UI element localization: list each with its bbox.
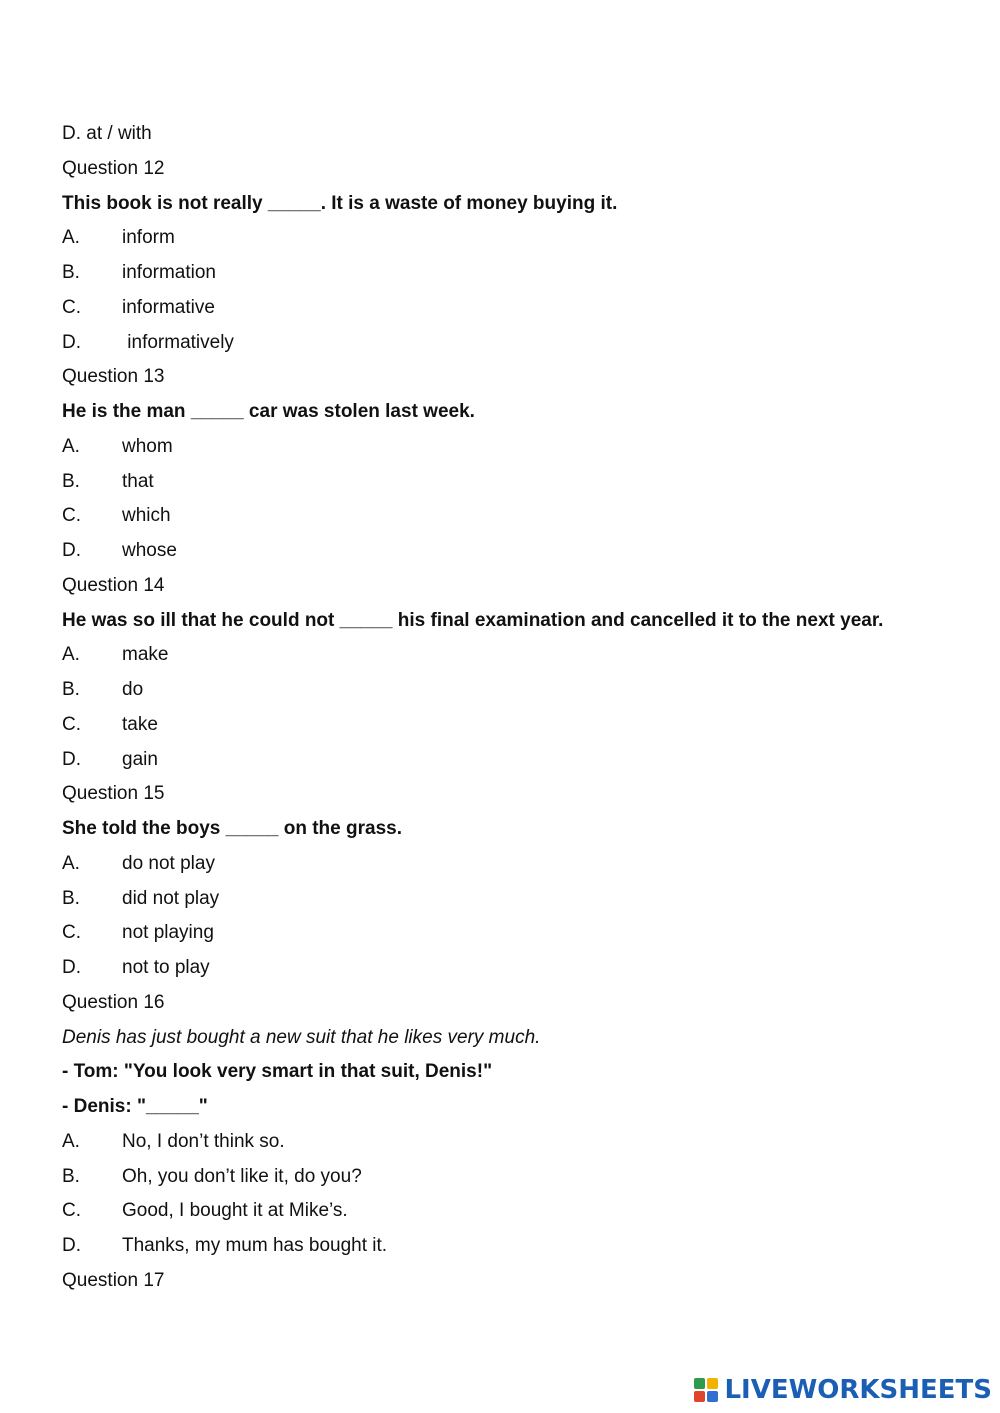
logo-tile bbox=[707, 1391, 718, 1402]
option-text: make bbox=[122, 644, 169, 666]
option-letter: D. bbox=[62, 331, 81, 353]
option-letter: D. bbox=[62, 1235, 81, 1256]
answer-option-text: D. at / with bbox=[62, 123, 152, 144]
option-letter: A. bbox=[62, 644, 80, 666]
question-label: Question 16 bbox=[62, 991, 165, 1013]
question-stem: She told the boys _____ on the grass. bbox=[62, 818, 402, 839]
question-stem: - Denis: "_____" bbox=[62, 1096, 208, 1117]
answer-option bbox=[62, 638, 962, 673]
answer-option bbox=[62, 673, 962, 708]
option-letter: C. bbox=[62, 1200, 81, 1222]
option-letter: B. bbox=[62, 679, 80, 700]
logo-tile bbox=[694, 1378, 705, 1389]
brand-name: LIVEWORKSHEETS bbox=[724, 1375, 992, 1405]
answer-option bbox=[62, 743, 962, 778]
liveworksheets-logo-icon bbox=[694, 1378, 718, 1402]
answer-option bbox=[62, 1194, 962, 1229]
option-text: information bbox=[122, 262, 216, 283]
option-letter: A. bbox=[62, 227, 80, 249]
option-text: Oh, you don’t like it, do you? bbox=[122, 1165, 362, 1187]
option-letter: D. bbox=[62, 957, 81, 978]
answer-option bbox=[62, 465, 962, 500]
option-text: did not play bbox=[122, 887, 220, 909]
question-context: Denis has just bought a new suit that he likes very much. bbox=[62, 1026, 541, 1048]
answer-option bbox=[62, 499, 962, 534]
answer-option bbox=[62, 882, 962, 917]
logo-tile bbox=[694, 1391, 705, 1402]
option-text: Thanks, my mum has bought it. bbox=[122, 1235, 388, 1256]
option-letter: C. bbox=[62, 922, 81, 944]
question-label: Question 15 bbox=[62, 783, 165, 805]
answer-option bbox=[62, 708, 962, 743]
answer-option bbox=[62, 291, 962, 326]
option-letter: A. bbox=[62, 435, 80, 457]
option-letter: B. bbox=[62, 887, 80, 909]
option-letter: B. bbox=[62, 470, 80, 492]
option-text: informatively bbox=[122, 331, 234, 353]
answer-option bbox=[62, 430, 962, 465]
option-letter: B. bbox=[62, 262, 80, 283]
option-letter: D. bbox=[62, 748, 81, 770]
option-letter: A. bbox=[62, 852, 80, 874]
question-stem: This book is not really _____. It is a waste of money buying it. bbox=[62, 192, 618, 214]
option-letter: A. bbox=[62, 1130, 80, 1152]
option-letter: B. bbox=[62, 1165, 80, 1187]
question-stem: - Tom: "You look very smart in that suit, Denis!" bbox=[62, 1061, 493, 1083]
question-label: Question 12 bbox=[62, 157, 165, 179]
answer-option bbox=[62, 256, 962, 291]
option-text: inform bbox=[122, 227, 175, 249]
answer-option bbox=[62, 1160, 962, 1195]
option-text: No, I don’t think so. bbox=[122, 1130, 285, 1152]
option-text: informative bbox=[122, 296, 215, 318]
logo-tile bbox=[707, 1378, 718, 1389]
question-stem: He was so ill that he could not _____ his final examination and cancelled it to the next year. bbox=[62, 609, 884, 631]
option-letter: D. bbox=[62, 540, 81, 561]
option-text: Good, I bought it at Mike’s. bbox=[122, 1200, 348, 1222]
question-label: Question 13 bbox=[62, 366, 165, 388]
answer-option bbox=[62, 326, 962, 361]
option-text: which bbox=[122, 505, 171, 527]
answer-option bbox=[62, 1125, 962, 1160]
option-text: not playing bbox=[122, 922, 214, 944]
answer-option bbox=[62, 534, 962, 569]
answer-option bbox=[62, 221, 962, 256]
liveworksheets-logo bbox=[694, 1375, 992, 1405]
option-text: that bbox=[122, 470, 154, 492]
option-text: do not play bbox=[122, 852, 215, 874]
answer-option bbox=[62, 916, 962, 951]
answer-option bbox=[62, 1229, 962, 1264]
question-label: Question 14 bbox=[62, 574, 165, 596]
option-text: do bbox=[122, 679, 144, 700]
option-text: take bbox=[122, 713, 158, 735]
option-letter: C. bbox=[62, 713, 81, 735]
answer-option bbox=[62, 951, 962, 986]
option-text: whose bbox=[122, 540, 177, 561]
answer-option bbox=[62, 847, 962, 882]
question-stem: He is the man _____ car was stolen last week. bbox=[62, 401, 475, 422]
option-text: gain bbox=[122, 748, 158, 770]
question-label: Question 17 bbox=[62, 1269, 165, 1291]
option-letter: C. bbox=[62, 505, 81, 527]
option-letter: C. bbox=[62, 296, 81, 318]
worksheet-content bbox=[62, 117, 962, 1299]
option-text: not to play bbox=[122, 957, 210, 978]
option-text: whom bbox=[122, 435, 173, 457]
